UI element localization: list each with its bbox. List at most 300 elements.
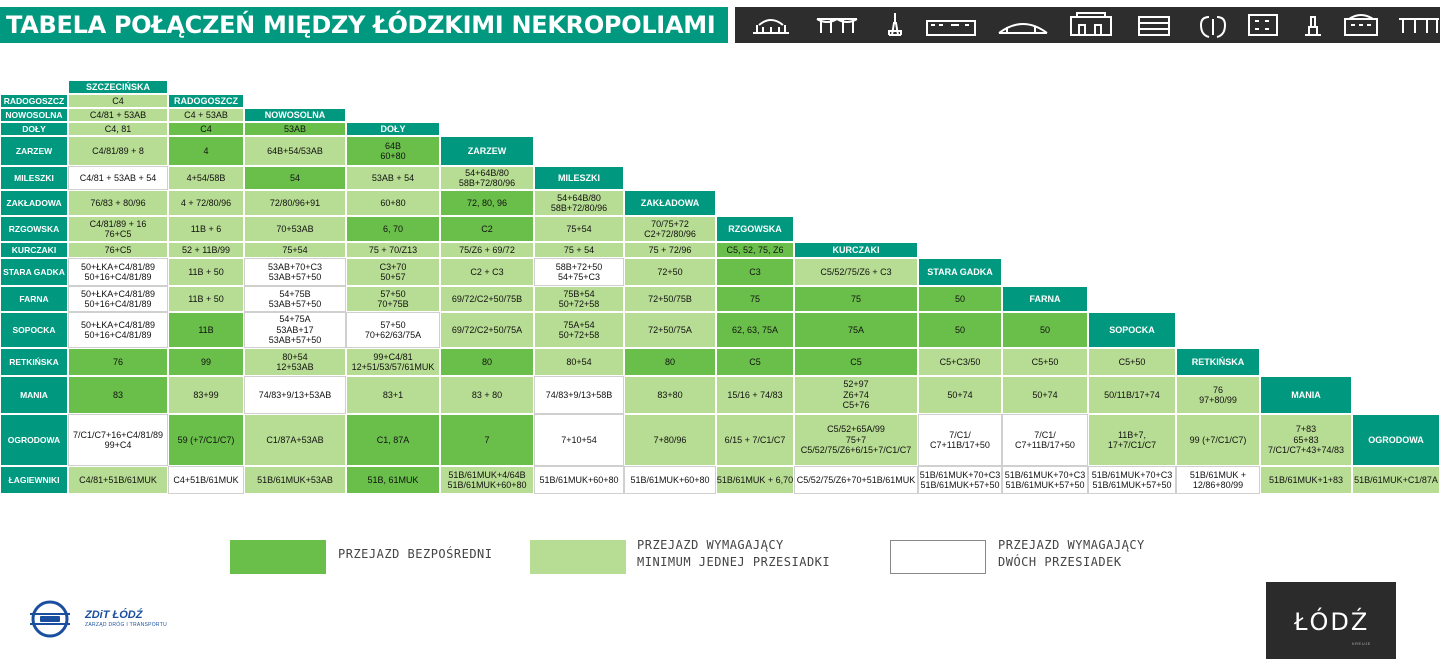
- cell-line: 50: [954, 324, 965, 335]
- connection-cell[interactable]: [1002, 376, 1088, 414]
- cell-line: 11B+7,: [1117, 429, 1147, 440]
- connection-cell[interactable]: [168, 190, 244, 216]
- cell-line: 75B+54: [563, 288, 595, 299]
- connection-cell[interactable]: [346, 414, 440, 466]
- cell-line: 60+80: [380, 197, 406, 208]
- connection-cell[interactable]: [168, 108, 244, 122]
- connection-cell[interactable]: [168, 312, 244, 348]
- connection-cell[interactable]: [244, 122, 346, 136]
- connection-cell[interactable]: [68, 286, 168, 312]
- connection-cell[interactable]: [346, 190, 440, 216]
- legend-label: [998, 537, 1145, 571]
- cell-line: 97+80/99: [1199, 395, 1237, 405]
- cell-line: 50+57: [380, 272, 406, 282]
- connection-cell[interactable]: [624, 286, 716, 312]
- cell-line: 99: [200, 356, 211, 367]
- cell-line: 54+75A: [279, 314, 311, 325]
- connection-cell[interactable]: [918, 466, 1002, 494]
- row-label: [0, 258, 68, 286]
- cell-line: 75: [850, 293, 861, 304]
- connection-cell[interactable]: [346, 216, 440, 242]
- column-header: [1176, 348, 1260, 376]
- row-label: [0, 190, 68, 216]
- cell-line: 50+16+C4/81/89: [84, 299, 152, 309]
- connection-cell[interactable]: [68, 258, 168, 286]
- connection-cell[interactable]: [716, 348, 794, 376]
- row-label: [0, 122, 68, 136]
- cell-line: STARA GADKA: [3, 266, 65, 277]
- connection-cell[interactable]: [68, 136, 168, 166]
- connection-cell[interactable]: [1002, 312, 1088, 348]
- connection-cell[interactable]: [244, 242, 346, 258]
- cell-line: 17+7/C1/C7: [1107, 440, 1157, 450]
- cell-line: C5: [850, 356, 862, 367]
- cell-line: 50+16+C4/81/89: [84, 272, 152, 282]
- cell-line: STARA GADKA: [927, 266, 993, 277]
- cell-line: C4/81 + 53AB + 54: [79, 172, 157, 183]
- connection-cell[interactable]: [534, 376, 624, 414]
- cell-line: 53AB: [283, 123, 307, 134]
- column-header: [794, 242, 918, 258]
- legend-swatch: [530, 540, 626, 574]
- cell-line: 74/83+9/13+53AB: [258, 389, 332, 400]
- cell-line: 4 + 72/80/96: [180, 197, 232, 208]
- connection-cell[interactable]: [346, 286, 440, 312]
- row-label: [0, 312, 68, 348]
- cell-line: C7+11B/17+50: [1015, 440, 1075, 450]
- connection-cell[interactable]: [716, 258, 794, 286]
- cell-line: 4: [203, 145, 209, 156]
- cell-line: 51B/61MUK+57+50: [1092, 480, 1172, 490]
- cell-line: 50: [1039, 324, 1050, 335]
- cell-line: 12/86+80/99: [1192, 480, 1244, 490]
- connection-cell[interactable]: [716, 242, 794, 258]
- row-label: [0, 376, 68, 414]
- column-header: [534, 166, 624, 190]
- cell-line: 72, 80, 96: [466, 197, 508, 208]
- connection-cell[interactable]: [440, 312, 534, 348]
- connection-cell[interactable]: [624, 242, 716, 258]
- connection-cell[interactable]: [534, 242, 624, 258]
- column-header: [168, 94, 244, 108]
- connection-cell[interactable]: [68, 190, 168, 216]
- row-label: [0, 242, 68, 258]
- cell-line: 83+1: [382, 389, 404, 400]
- cell-line: C2 + C3: [470, 266, 504, 277]
- cell-line: ZARZEW: [467, 145, 507, 156]
- cell-line: 4+54/58B: [186, 172, 226, 183]
- connection-cell[interactable]: [440, 376, 534, 414]
- cell-line: 80: [481, 356, 492, 367]
- column-header: [918, 258, 1002, 286]
- connection-cell[interactable]: [918, 376, 1002, 414]
- cell-line: 51B/61MUK+1+83: [1268, 474, 1344, 485]
- connection-cell[interactable]: [244, 136, 346, 166]
- cell-line: 83 + 80: [471, 389, 503, 400]
- connection-cell[interactable]: [440, 258, 534, 286]
- cell-line: SZCZECIŃSKA: [85, 81, 150, 92]
- cell-line: 50+ŁKA+C4/81/89: [80, 261, 156, 272]
- cell-line: RETKIŃSKA: [9, 356, 59, 367]
- connection-cell[interactable]: [794, 258, 918, 286]
- connection-cell[interactable]: [918, 348, 1002, 376]
- cell-line: 72/80/96+91: [269, 197, 321, 208]
- cell-line: ZAKŁADOWA: [640, 197, 700, 208]
- cell-line: 51B/61MUK+57+50: [1005, 480, 1085, 490]
- connection-cell[interactable]: [440, 466, 534, 494]
- cell-line: 11B + 50: [188, 266, 224, 277]
- row-label: [0, 136, 68, 166]
- connection-cell[interactable]: [1352, 466, 1440, 494]
- cell-line: 54+64B/80: [557, 192, 601, 203]
- legend-swatch: [890, 540, 986, 574]
- column-header: [68, 80, 168, 94]
- column-header: [244, 108, 346, 122]
- connection-cell[interactable]: [68, 216, 168, 242]
- cell-line: 80+54: [282, 351, 308, 362]
- cell-line: 72+50/75B: [648, 293, 692, 304]
- connection-cell[interactable]: [1002, 414, 1088, 466]
- cell-line: C4/81/89 + 16: [89, 218, 147, 229]
- cell-line: C4+51B/61MUK: [173, 474, 239, 485]
- cell-line: C7+11B/17+50: [930, 440, 990, 450]
- cell-line: 7+83: [1295, 424, 1317, 435]
- connection-cell[interactable]: [918, 414, 1002, 466]
- cell-line: C5, 52, 75, Z6: [726, 244, 784, 255]
- column-header: [346, 122, 440, 136]
- cell-line: SOPOCKA: [12, 324, 56, 335]
- cell-line: 51B/61MUK+4/64B: [448, 469, 526, 480]
- connection-cell[interactable]: [68, 122, 168, 136]
- connection-cell[interactable]: [168, 122, 244, 136]
- cell-line: 80+54: [566, 356, 592, 367]
- cell-line: 52+97: [843, 379, 869, 390]
- connection-cell[interactable]: [346, 466, 440, 494]
- cell-line: C4/81+51B/61MUK: [79, 474, 157, 485]
- connection-cell[interactable]: [534, 216, 624, 242]
- connection-cell[interactable]: [794, 286, 918, 312]
- cell-line: 54+75+C3: [557, 272, 601, 282]
- cell-line: 53AB+70+C3: [267, 261, 323, 272]
- cell-line: 59 (+7/C1/C7): [177, 434, 235, 445]
- legend-label-line: DWÓCH PRZESIADEK: [998, 555, 1122, 569]
- cell-line: C5/52/75/Z6 + C3: [820, 266, 892, 277]
- row-label: [0, 108, 68, 122]
- lodz-logo-mark: ŁÓDŹ: [1294, 608, 1370, 636]
- cell-line: SOPOCKA: [1109, 324, 1155, 335]
- cell-line: 99 (+7/C1/C7): [1189, 434, 1247, 445]
- cell-line: 51B/61MUK +: [1189, 469, 1247, 480]
- cell-line: 7/C1/C7+43+74/83: [1267, 445, 1345, 456]
- connection-cell[interactable]: [918, 286, 1002, 312]
- cell-line: 75 + 72/96: [648, 244, 692, 255]
- connection-cell[interactable]: [168, 216, 244, 242]
- cell-line: 75 + 70/Z13: [368, 244, 418, 255]
- connection-cell[interactable]: [440, 242, 534, 258]
- connection-cell[interactable]: [1176, 376, 1260, 414]
- connection-cell[interactable]: [716, 312, 794, 348]
- connection-cell[interactable]: [68, 466, 168, 494]
- connection-cell[interactable]: [346, 258, 440, 286]
- cell-line: 83+80: [657, 389, 683, 400]
- cell-line: 51B/61MUK+57+50: [920, 480, 1000, 490]
- connection-cell[interactable]: [794, 376, 918, 414]
- cell-line: 53AB+17: [276, 324, 314, 335]
- connection-cell[interactable]: [244, 190, 346, 216]
- legend-swatch: [230, 540, 326, 574]
- connection-cell[interactable]: [534, 258, 624, 286]
- connection-cell[interactable]: [168, 258, 244, 286]
- connection-cell[interactable]: [716, 414, 794, 466]
- legend-label-line: PRZEJAZD WYMAGAJĄCY: [637, 538, 784, 552]
- cell-line: OGRODOWA: [7, 434, 61, 445]
- cell-line: 58B+72/80/96: [550, 203, 608, 213]
- cell-line: FARNA: [1029, 293, 1061, 304]
- cell-line: 83+99: [193, 389, 219, 400]
- cell-line: 50/11B/17+74: [1104, 389, 1160, 400]
- cell-line: 51B/61MUK+60+80: [539, 474, 619, 485]
- cell-line: 75+7: [845, 434, 867, 445]
- cell-line: 75A: [847, 324, 864, 335]
- cell-line: Z6+74: [843, 389, 869, 400]
- connection-cell[interactable]: [1002, 348, 1088, 376]
- connection-cell[interactable]: [794, 348, 918, 376]
- cell-line: 70+62/63/75A: [364, 330, 422, 340]
- cell-line: 7/C1/C7+16+C4/81/89: [72, 429, 164, 440]
- connection-cell[interactable]: [168, 466, 244, 494]
- cell-line: ŁAGIEWNIKI: [8, 474, 60, 485]
- cell-line: 6/15 + 7/C1/C7: [724, 434, 786, 445]
- cell-line: 6, 70: [382, 223, 404, 234]
- connection-cell[interactable]: [716, 286, 794, 312]
- row-label: [0, 466, 68, 494]
- connection-cell[interactable]: [244, 348, 346, 376]
- cell-line: 50+72+58: [558, 330, 600, 340]
- cell-line: OGRODOWA: [1368, 434, 1424, 445]
- cell-line: 53AB+57+50: [268, 299, 322, 309]
- legend-label-line: MINIMUM JEDNEJ PRZESIADKI: [637, 555, 831, 569]
- connection-cell[interactable]: [534, 286, 624, 312]
- connection-cell[interactable]: [1088, 376, 1176, 414]
- cell-line: 69/72/C2+50/75A: [451, 324, 523, 335]
- connection-cell[interactable]: [68, 376, 168, 414]
- cell-line: 58B+72+50: [555, 261, 603, 272]
- connection-cell[interactable]: [624, 376, 716, 414]
- connection-cell[interactable]: [440, 216, 534, 242]
- row-label: [0, 216, 68, 242]
- connection-cell[interactable]: [440, 190, 534, 216]
- cell-line: 74/83+9/13+58B: [545, 389, 613, 400]
- cell-line: 7/C1/: [1034, 429, 1056, 440]
- cell-line: 70/75+72: [651, 218, 689, 229]
- column-header: [1088, 312, 1176, 348]
- connection-cell[interactable]: [624, 258, 716, 286]
- connection-cell[interactable]: [1176, 414, 1260, 466]
- cell-line: 76: [1212, 384, 1223, 395]
- cell-line: MILESZKI: [14, 172, 54, 183]
- cell-line: 12+53AB: [276, 362, 314, 372]
- connection-cell[interactable]: [440, 348, 534, 376]
- cell-line: 76+C5: [104, 244, 132, 255]
- connection-cell[interactable]: [244, 258, 346, 286]
- connection-cell[interactable]: [794, 466, 918, 494]
- connection-cell[interactable]: [1002, 466, 1088, 494]
- connection-cell[interactable]: [168, 286, 244, 312]
- connection-cell[interactable]: [168, 414, 244, 466]
- connection-cell[interactable]: [244, 312, 346, 348]
- column-header: [1352, 414, 1440, 466]
- cell-line: C5+76: [842, 400, 870, 411]
- cell-line: C5: [749, 356, 761, 367]
- cell-line: 57+50: [380, 319, 406, 330]
- cell-line: C3+70: [379, 261, 407, 272]
- cell-line: 65+83: [1293, 434, 1319, 445]
- connection-cell[interactable]: [244, 466, 346, 494]
- cell-line: 50+16+C4/81/89: [84, 330, 152, 340]
- cell-line: 50+74: [1032, 389, 1058, 400]
- connection-cell[interactable]: [346, 166, 440, 190]
- cell-line: 11B: [198, 324, 214, 335]
- cell-line: 57+50: [380, 288, 406, 299]
- legend-label: [338, 546, 493, 563]
- connection-cell[interactable]: [534, 414, 624, 466]
- connection-cell[interactable]: [534, 466, 624, 494]
- connection-cell[interactable]: [716, 466, 794, 494]
- connection-cell[interactable]: [794, 312, 918, 348]
- cell-line: DOŁY: [22, 123, 46, 134]
- connection-cell[interactable]: [534, 348, 624, 376]
- connection-cell[interactable]: [244, 376, 346, 414]
- cell-line: C5/52/75/Z6+70+51B/61MUK: [796, 474, 916, 485]
- connection-cell[interactable]: [68, 166, 168, 190]
- cell-line: 11B + 6: [190, 223, 222, 234]
- connection-cell[interactable]: [68, 108, 168, 122]
- cell-line: 72+50/75A: [648, 324, 692, 335]
- column-header: [624, 190, 716, 216]
- row-label: [0, 94, 68, 108]
- cell-line: 50+ŁKA+C4/81/89: [80, 288, 156, 299]
- connection-cell[interactable]: [624, 312, 716, 348]
- cell-line: ZAKŁADOWA: [6, 197, 62, 208]
- connection-cell[interactable]: [440, 166, 534, 190]
- connection-cell[interactable]: [346, 348, 440, 376]
- cell-line: 12+51/53/57/61MUK: [351, 362, 435, 372]
- cell-line: 76: [112, 356, 123, 367]
- connection-cell[interactable]: [716, 376, 794, 414]
- cell-line: 99+C4: [104, 440, 132, 450]
- connection-cell[interactable]: [534, 312, 624, 348]
- connection-cell[interactable]: [534, 190, 624, 216]
- connection-cell[interactable]: [624, 216, 716, 242]
- connection-cell[interactable]: [624, 414, 716, 466]
- connection-cell[interactable]: [68, 312, 168, 348]
- cell-line: C4: [200, 123, 212, 134]
- connection-cell[interactable]: [346, 242, 440, 258]
- cell-line: C2: [481, 223, 493, 234]
- connection-cell[interactable]: [346, 312, 440, 348]
- connection-cell[interactable]: [244, 216, 346, 242]
- cell-line: 52 + 11B/99: [181, 244, 231, 255]
- cell-line: 72+50: [657, 266, 683, 277]
- cell-line: 83: [112, 389, 123, 400]
- connection-cell[interactable]: [440, 286, 534, 312]
- cell-line: C1, 87A: [376, 434, 410, 445]
- connection-cell[interactable]: [68, 242, 168, 258]
- connection-cell[interactable]: [168, 136, 244, 166]
- column-header: [440, 136, 534, 166]
- cell-line: RADOGOSZCZ: [3, 95, 65, 106]
- cell-line: 64B+54/53AB: [267, 145, 323, 156]
- connection-cell[interactable]: [1260, 414, 1352, 466]
- cell-line: 51B/61MUK+60+80: [630, 474, 710, 485]
- cell-line: MILESZKI: [558, 172, 600, 183]
- lodz-logo-subtitle: KREUJE: [1352, 641, 1371, 646]
- cell-line: C2+72/80/96: [644, 229, 696, 239]
- cell-line: 7: [484, 434, 490, 445]
- connection-cell[interactable]: [346, 136, 440, 166]
- cell-line: DOŁY: [380, 123, 406, 134]
- cell-line: 51B/61MUK + 6,70: [716, 474, 794, 485]
- connection-cell[interactable]: [346, 376, 440, 414]
- connection-cell[interactable]: [624, 348, 716, 376]
- cell-line: C4/81 + 53AB: [89, 109, 147, 120]
- legend-label-line: PRZEJAZD BEZPOŚREDNI: [338, 547, 493, 561]
- connection-cell[interactable]: [1088, 414, 1176, 466]
- connection-cell[interactable]: [244, 414, 346, 466]
- cell-line: 53AB+57+50: [268, 272, 322, 282]
- cell-line: 64B: [384, 140, 401, 151]
- connection-cell[interactable]: [1088, 466, 1176, 494]
- cell-line: 51B/61MUK+70+C3: [919, 469, 1001, 480]
- cell-line: MANIA: [1291, 389, 1321, 400]
- cell-line: RZGOWSKA: [8, 223, 60, 234]
- connection-cell[interactable]: [168, 348, 244, 376]
- connection-cell[interactable]: [1088, 348, 1176, 376]
- connection-cell[interactable]: [168, 166, 244, 190]
- connection-cell[interactable]: [244, 166, 346, 190]
- cell-line: 99+C4/81: [373, 351, 413, 362]
- cell-line: 50+72+58: [558, 299, 600, 309]
- cell-line: 62, 63, 75A: [731, 324, 779, 335]
- connection-cell[interactable]: [68, 94, 168, 108]
- cell-line: C3: [749, 266, 761, 277]
- legend-label: [637, 537, 830, 571]
- connection-cell[interactable]: [918, 312, 1002, 348]
- column-header: [1002, 286, 1088, 312]
- cell-line: RETKIŃSKA: [1191, 356, 1245, 367]
- cell-line: C4 + 53AB: [184, 109, 228, 120]
- cell-line: 70+53AB: [276, 223, 314, 234]
- cell-line: 51B, 61MUK: [367, 474, 419, 485]
- connection-cell[interactable]: [1260, 466, 1352, 494]
- connection-cell[interactable]: [440, 414, 534, 466]
- connection-cell[interactable]: [68, 414, 168, 466]
- connection-cell[interactable]: [244, 286, 346, 312]
- connection-cell[interactable]: [794, 414, 918, 466]
- zdit-name: ZDiT ŁÓDŹ: [85, 609, 143, 621]
- cell-line: 75/Z6 + 69/72: [459, 244, 515, 255]
- connection-cell[interactable]: [68, 348, 168, 376]
- cell-line: ZARZEW: [15, 145, 53, 156]
- cell-line: NOWOSOLNA: [5, 109, 63, 120]
- cell-line: 80: [664, 356, 675, 367]
- connection-cell[interactable]: [168, 242, 244, 258]
- cell-line: 51B/61MUK+C1/87A: [1354, 474, 1438, 485]
- connection-cell[interactable]: [1176, 466, 1260, 494]
- connection-cell[interactable]: [624, 466, 716, 494]
- row-label: [0, 166, 68, 190]
- connection-cell[interactable]: [168, 376, 244, 414]
